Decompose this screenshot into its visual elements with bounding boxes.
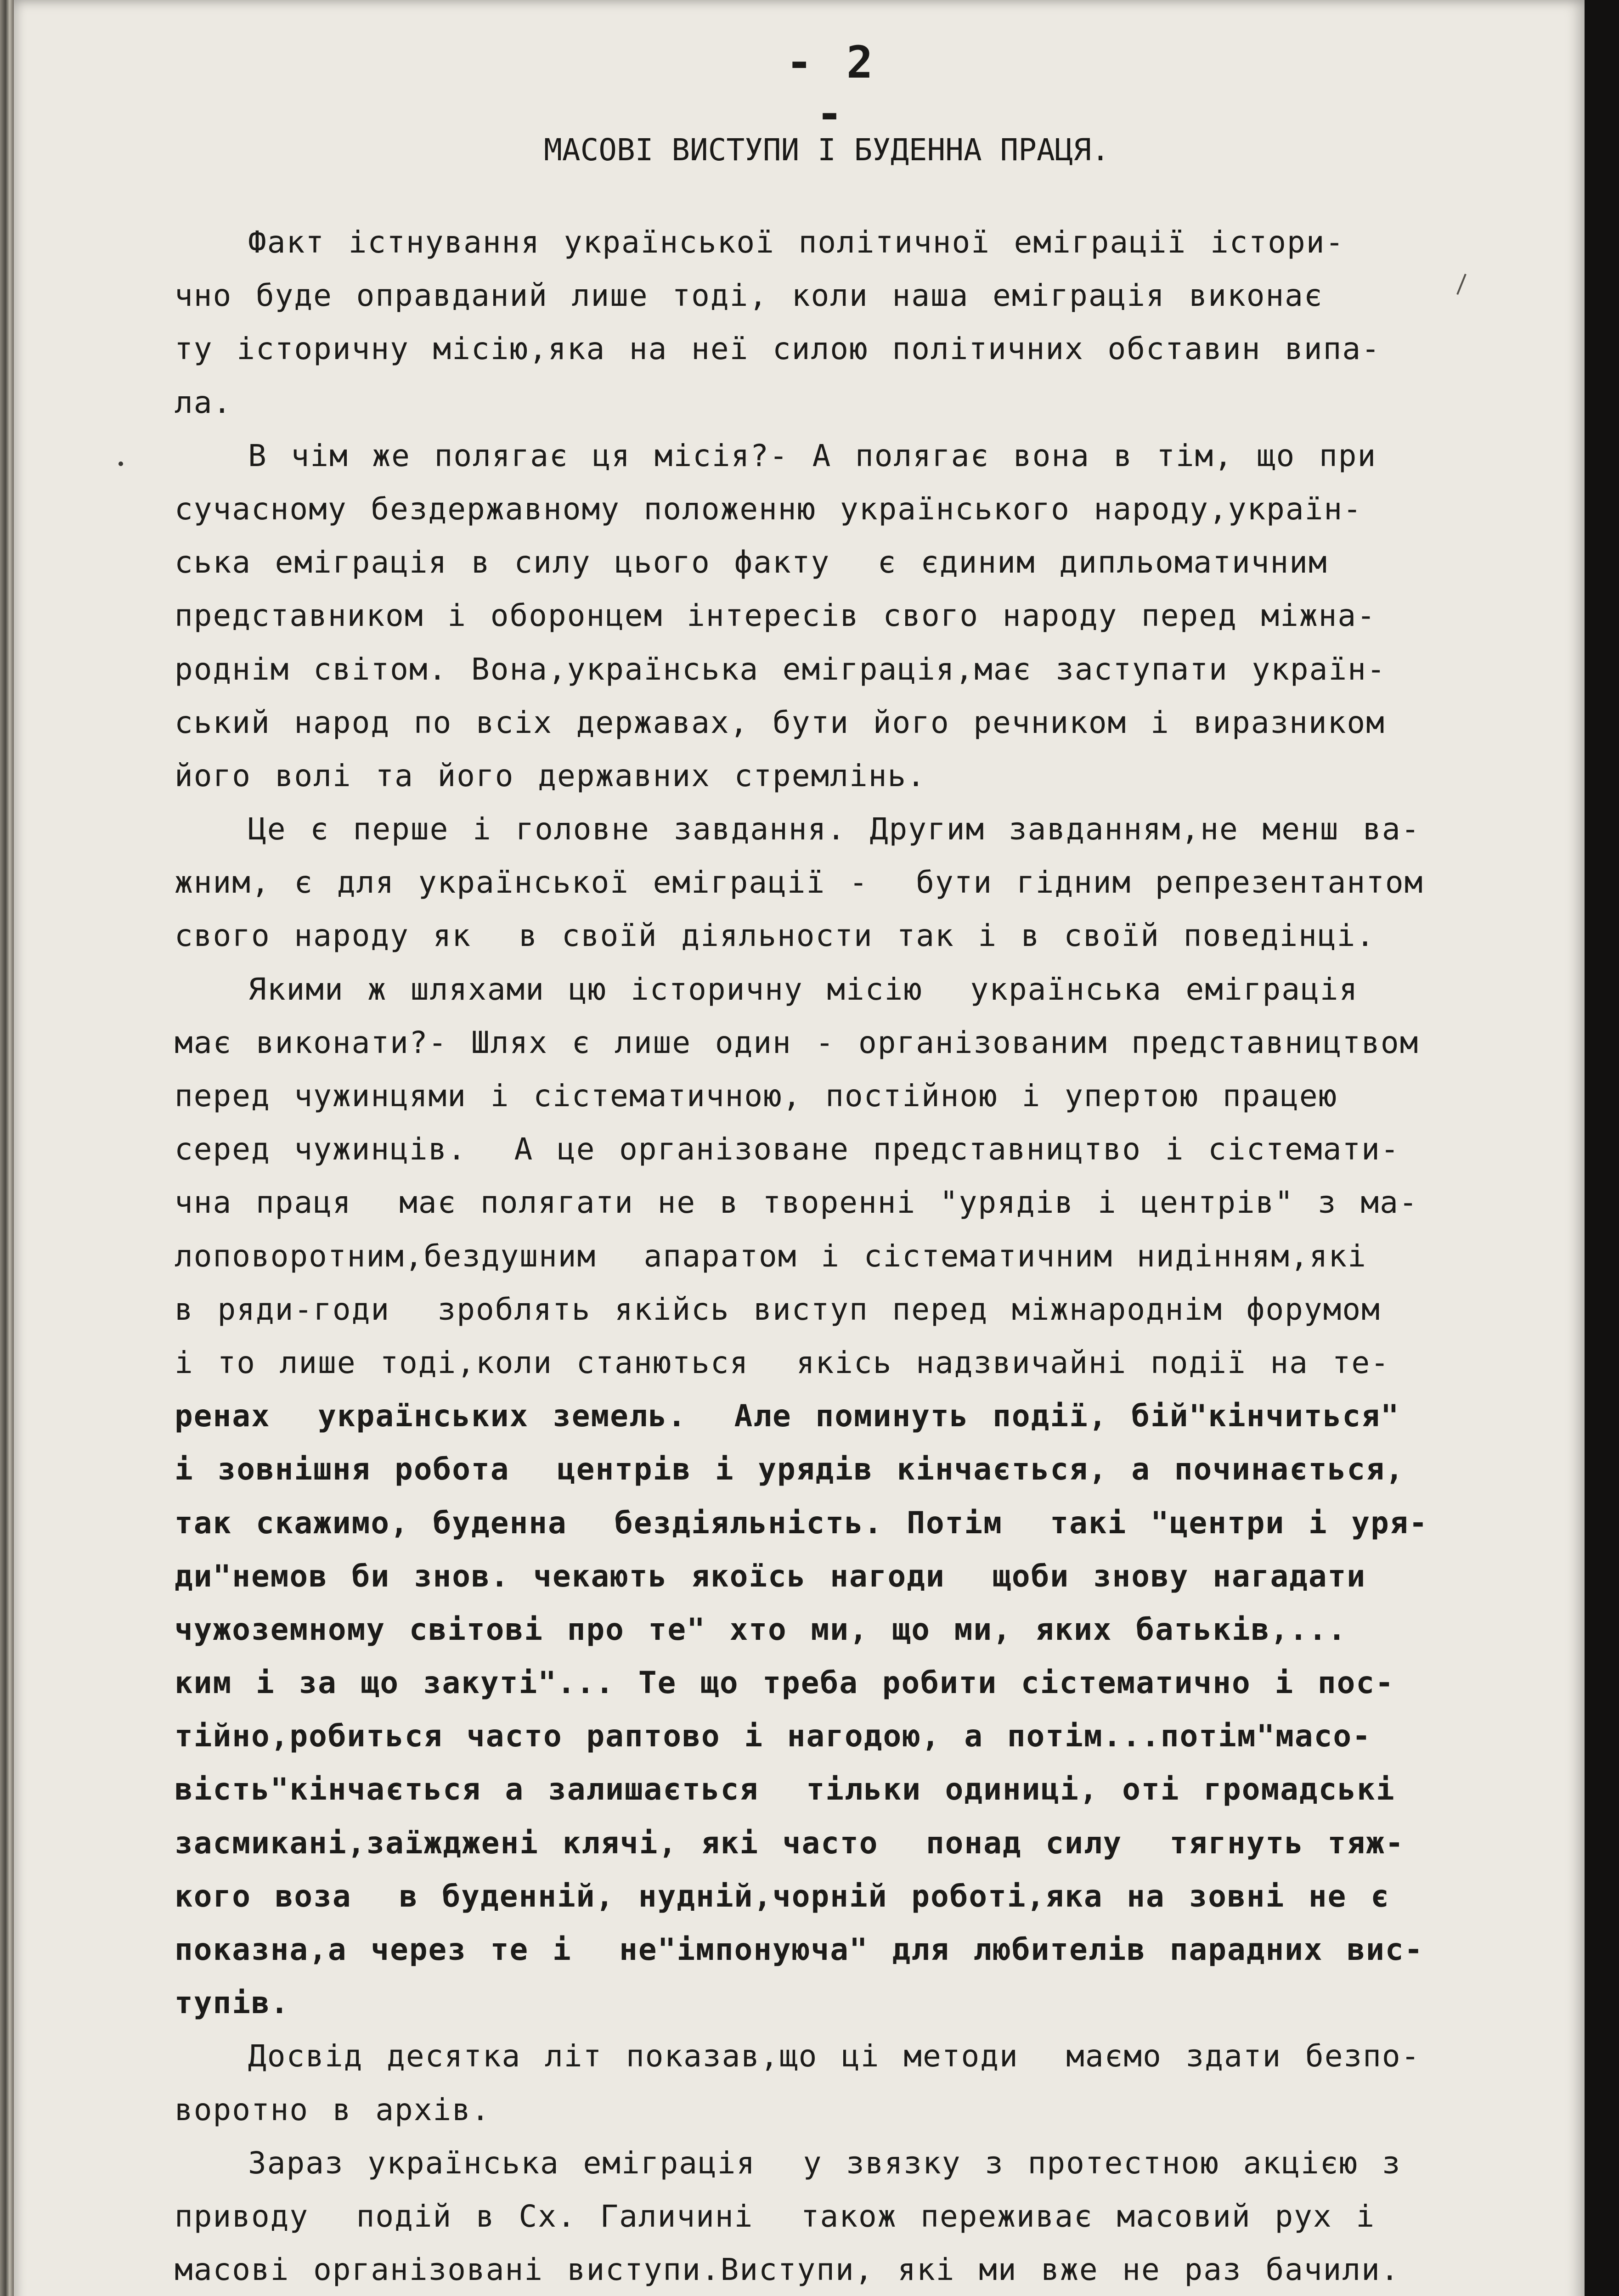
article-body: [175, 216, 1589, 2296]
text-line: і то лише тоді,коли станються якісь надзвичайні події на те-: [175, 1345, 1390, 1380]
text-line: лоповоротним,бездушним апаратом і сістематичним нидінням,які: [175, 1238, 1367, 1274]
text-line: воротно в архів.: [175, 2092, 491, 2127]
text-line: має виконати?- Шлях є лише один - організованим представництвом: [175, 1024, 1419, 1060]
text-line: тупів.: [175, 1985, 290, 2021]
text-line: ренах українських земель. Але поминуть події, бій"кінчиться": [175, 1398, 1400, 1434]
text-line: в ряди-годи зроблять якійсь виступ перед міжнароднім форумом: [175, 1291, 1381, 1327]
text-line: так скажимо, буденна бездіяльність. Потім такі "центри і уря-: [175, 1505, 1428, 1541]
text-line: Якими ж шляхами цю історичну місію українська еміграція: [248, 971, 1359, 1007]
ink-speck: [118, 461, 123, 466]
text-line: ту історичну місію,яка на неї силою політичних обставин випа-: [175, 331, 1381, 367]
text-line: засмикані,заїжджені клячі, які часто понад силу тягнуть тяж-: [175, 1825, 1405, 1861]
text-line: ким і за що закуті"... Те що треба робити сістематично і пос-: [175, 1665, 1394, 1701]
text-line: ла.: [175, 384, 232, 420]
text-line: сучасному бездержавному положенню українського народу,україн-: [175, 491, 1362, 527]
text-line: Факт істнування української політичної еміграції істори-: [248, 225, 1345, 260]
text-line: роднім світом. Вона,українська еміграція,має заступати україн-: [175, 651, 1386, 687]
text-line: масові організовані виступи.Виступи, які ми вже не раз бачили.: [175, 2252, 1400, 2288]
text-line: чужоземному світові про те" хто ми, що ми, яких батьків,...: [175, 1611, 1347, 1647]
text-line: жним, є для української еміграції - бути гідним репрезентантом: [175, 865, 1424, 900]
text-line: ський народ по всіх державах, бути його речником і виразником: [175, 704, 1385, 740]
text-line: чна праця має полягати не в творенні "урядів і центрів" з ма-: [175, 1185, 1418, 1221]
text-line: перед чужинцями і сістематичною, постійною і упертою працею: [175, 1078, 1338, 1114]
article-title: МАСОВІ ВИСТУПИ І БУДЕННА ПРАЦЯ.: [544, 132, 1110, 168]
text-line: показна,а через те і не"імпонуюча" для любителів парадних вис-: [175, 1932, 1424, 1967]
text-line: чно буде оправданий лише тоді, коли наша еміграція виконає: [175, 278, 1323, 314]
text-line: його волі та його державних стремлінь.: [175, 758, 926, 793]
text-line: тійно,робиться часто раптово і нагодою, а потім...потім"масо-: [175, 1718, 1371, 1754]
text-line: Це є перше і головне завдання. Другим завданням,не менш ва-: [248, 811, 1421, 847]
text-line: представником і оборонцем інтересів свого народу перед міжна-: [175, 598, 1376, 634]
text-line: кого воза в буденній, нудній,чорній роботі,яка на зовні не є: [175, 1878, 1390, 1914]
text-line: приводу подій в Сх. Галичині також переживає масовий рух і: [175, 2198, 1376, 2234]
text-line: серед чужинців. А це організоване представництво і сістемати-: [175, 1131, 1400, 1167]
text-line: В чім же полягає ця місія?- А полягає вона в тім, що при: [248, 438, 1377, 473]
text-line: вість"кінчається а залишається тільки одиниці, оті громадські: [175, 1772, 1395, 1807]
text-line: Досвід десятка літ показав,що ці методи маємо здати безпо-: [248, 2038, 1421, 2074]
page-number: - 2 -: [786, 37, 877, 140]
text-line: ди"немов би знов. чекають якоїсь нагоди щоби знову нагадати: [175, 1558, 1366, 1594]
text-line: і зовнішня робота центрів і урядів кінчається, а починається,: [175, 1452, 1405, 1487]
text-line: ська еміграція в силу цього факту є єдиним дипльоматичним: [175, 545, 1328, 580]
book-binding-edge: [0, 0, 14, 2296]
text-line: Зараз українська еміграція у звязку з протестною акцією з: [248, 2145, 1401, 2181]
scan-border: [1585, 0, 1619, 2296]
text-line: свого народу як в своїй діяльности так і в своїй поведінці.: [175, 918, 1376, 954]
